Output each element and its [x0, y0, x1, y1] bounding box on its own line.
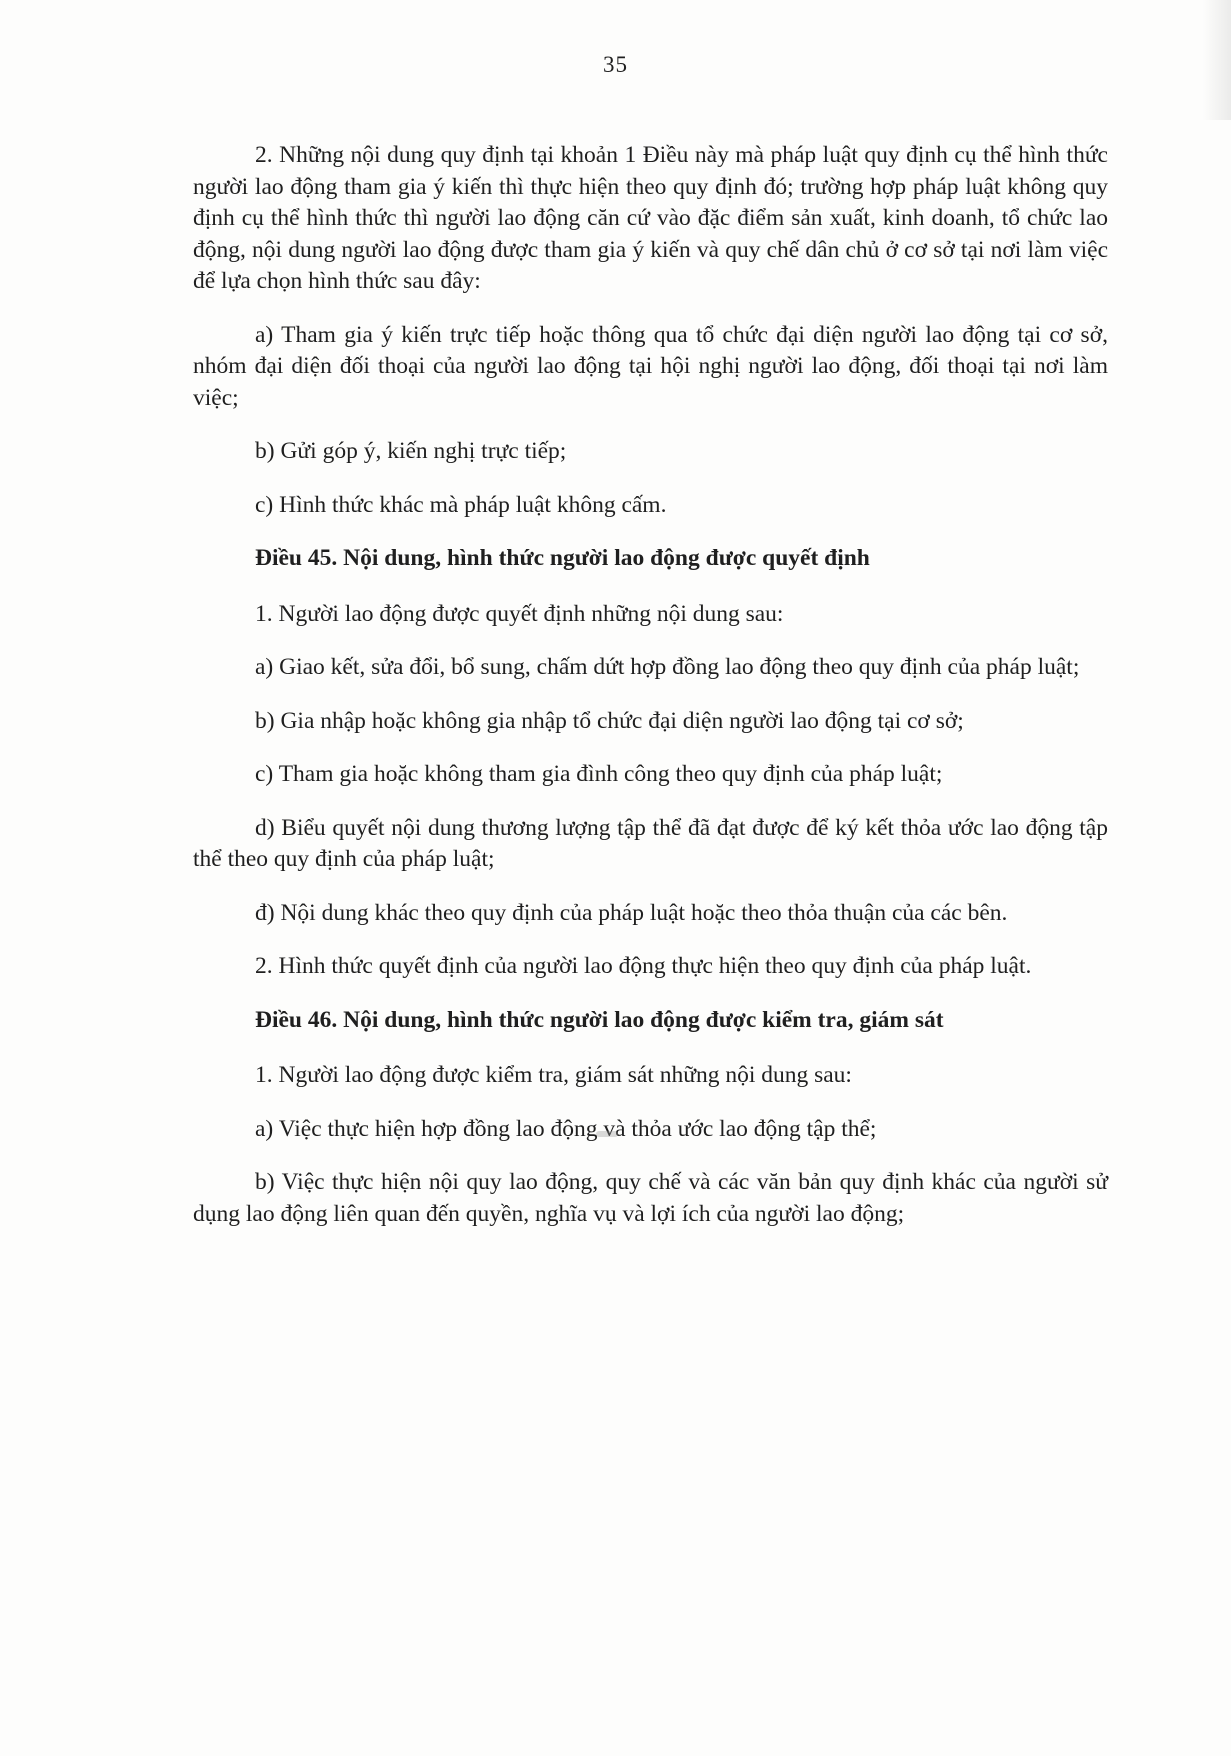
- article-heading-45: Điều 45. Nội dung, hình thức người lao động được quyết định: [255, 545, 870, 571]
- paragraph-dieu45-khoan1-a: a) Giao kết, sửa đổi, bổ sung, chấm dứt hợp đồng lao động theo quy định của pháp luật;: [255, 654, 1080, 680]
- paragraph-dieu46-khoan1-a: a) Việc thực hiện hợp đồng lao động và thỏa ước lao động tập thể;: [255, 1115, 877, 1142]
- article-heading-46: Điều 46. Nội dung, hình thức người lao động được kiểm tra, giám sát: [255, 1006, 944, 1033]
- paragraph-dieu45-khoan1: 1. Người lao động được quyết định những nội dung sau:: [255, 600, 784, 627]
- document-body: [193, 140, 1108, 1252]
- paragraph-dieu45-khoan1-dd: đ) Nội dung khác theo quy định của pháp luật hoặc theo thỏa thuận của các bên.: [255, 899, 1008, 926]
- paragraph-dieu45-khoan1-c: c) Tham gia hoặc không tham gia đình công theo quy định của pháp luật;: [255, 761, 943, 787]
- scan-smudge: [596, 1131, 618, 1137]
- paragraph-dieu44-khoan2-a: a) Tham gia ý kiến trực tiếp hoặc thông qua tổ chức đại diện người lao động tại cơ sở, nhóm đại diện đối thoại của người lao động tại hội nghị người lao động, đối thoại tại nơi làm việc;: [193, 321, 1108, 411]
- paragraph-dieu45-khoan2: 2. Hình thức quyết định của người lao động thực hiện theo quy định của pháp luật.: [255, 953, 1032, 979]
- paragraph-dieu44-khoan2-b: b) Gửi góp ý, kiến nghị trực tiếp;: [255, 438, 567, 464]
- page-number: 35: [603, 52, 628, 77]
- paragraph-dieu45-khoan1-d: d) Biểu quyết nội dung thương lượng tập thể đã đạt được để ký kết thỏa ước lao động tập thể theo quy định của pháp luật;: [193, 814, 1108, 872]
- paragraph-dieu46-khoan1-b: b) Việc thực hiện nội quy lao động, quy chế và các văn bản quy định khác của người sử dụng lao động liên quan đến quyền, nghĩa vụ và lợi ích của người lao động;: [193, 1169, 1108, 1227]
- paragraph-dieu46-khoan1: 1. Người lao động được kiểm tra, giám sát những nội dung sau:: [255, 1062, 852, 1088]
- paragraph-dieu44-khoan2-c: c) Hình thức khác mà pháp luật không cấm.: [255, 491, 667, 518]
- paragraph-dieu44-khoan2: 2. Những nội dung quy định tại khoản 1 Điều này mà pháp luật quy định cụ thể hình thức người lao động tham gia ý kiến thì thực hiện theo quy định đó; trường hợp pháp luật không quy định cụ thể hình thức thì người lao động căn cứ vào đặc điểm sản xuất, kinh doanh, tổ chức lao động, nội dung người lao động được tham gia ý kiến và quy chế dân chủ ở cơ sở tại nơi làm việc để lựa chọn hình thức sau đây:: [193, 142, 1108, 294]
- paragraph-dieu45-khoan1-b: b) Gia nhập hoặc không gia nhập tổ chức đại diện người lao động tại cơ sở;: [255, 707, 964, 734]
